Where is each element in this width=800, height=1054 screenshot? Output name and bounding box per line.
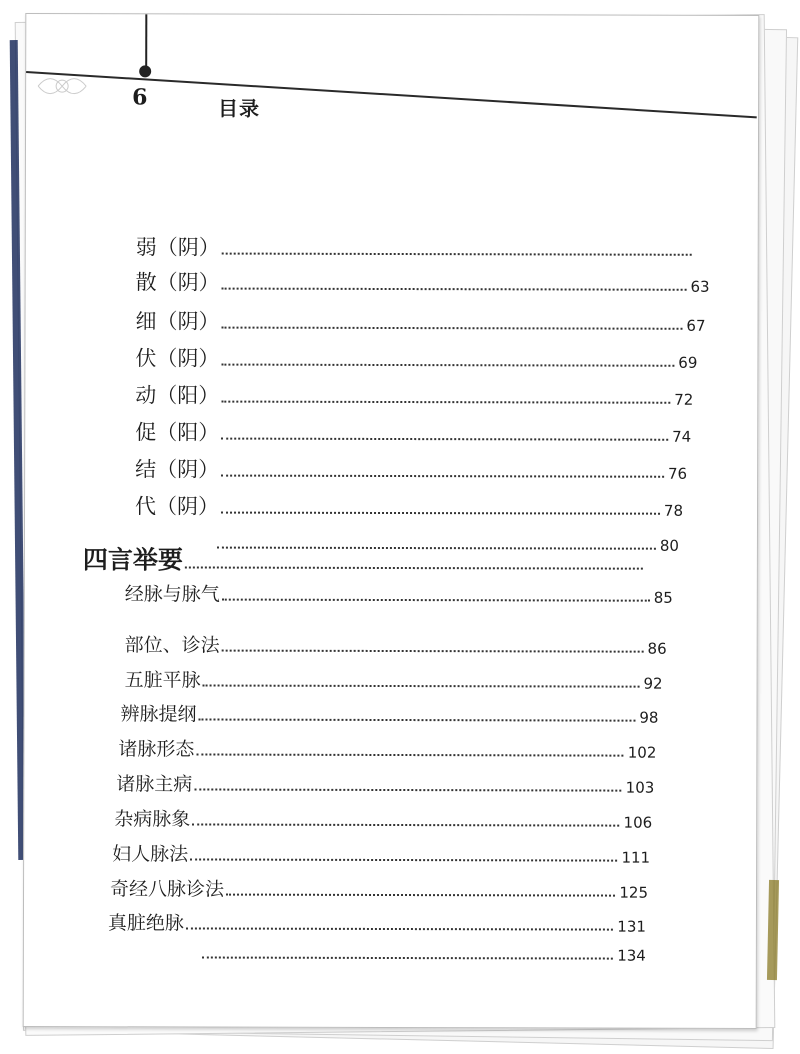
toc-page-number: 106: [623, 813, 653, 832]
toc-page: [23, 13, 760, 1029]
toc-entry-label: 结（阴）: [135, 457, 220, 482]
toc-entry-label: 经脉与脉气: [124, 583, 220, 606]
toc-page-number: 111: [621, 848, 651, 867]
toc-entry-label: 散（阴）: [135, 270, 220, 295]
dot-leader: [221, 512, 660, 515]
floral-ornament-icon: [32, 72, 92, 100]
toc-entry-label: 细（阴）: [135, 309, 220, 334]
dot-leader: [194, 788, 621, 791]
dot-leader: [222, 288, 687, 291]
toc-entry-label: 代（阴）: [135, 494, 220, 519]
toc-chapter-heading[interactable]: [83, 546, 647, 573]
dot-leader: [221, 401, 670, 404]
toc-page-number: 80: [659, 536, 679, 555]
dot-leader: [202, 957, 613, 960]
toc-page-number: 67: [686, 316, 706, 335]
toc-entry[interactable]: [125, 629, 667, 656]
toc-page-number: 76: [668, 464, 688, 483]
dot-leader: [203, 685, 640, 688]
toc-page-number: 72: [674, 390, 694, 409]
toc-page-number: 102: [627, 743, 657, 762]
toc-page-number: 98: [639, 708, 659, 727]
toc-page-number: 86: [647, 639, 667, 658]
dot-leader: [222, 327, 683, 330]
toc-entry-label: 五脏平脉: [124, 669, 201, 692]
toc-page-number: 103: [625, 778, 655, 797]
toc-entry[interactable]: [200, 937, 646, 964]
toc-entry-label: 伏（阴）: [135, 346, 220, 371]
toc-entry[interactable]: [135, 454, 687, 481]
toc-page-number: 78: [663, 501, 684, 520]
toc-entry-label: 动（阳）: [135, 383, 220, 408]
dot-leader: [221, 475, 664, 478]
header-dot: [139, 65, 151, 77]
dot-leader: [222, 599, 650, 602]
toc-entry-label: 奇经八脉诊法: [110, 878, 225, 901]
toc-entry[interactable]: [136, 267, 710, 295]
toc-page-number: 69: [678, 353, 698, 372]
dot-leader: [185, 566, 643, 569]
toc-entry[interactable]: [135, 491, 683, 518]
toc-entry-label: 部位、诊法: [124, 634, 220, 657]
toc-entry[interactable]: [120, 698, 658, 725]
toc-entry-label: 辨脉提纲: [120, 703, 197, 726]
dot-leader: [222, 650, 644, 653]
dot-leader: [190, 858, 617, 861]
toc-entry[interactable]: [108, 907, 646, 934]
toc-entry-label: 真脏绝脉: [107, 912, 184, 935]
dot-leader: [198, 718, 635, 721]
dot-leader: [196, 753, 623, 756]
dot-leader: [221, 364, 674, 367]
toc-page-number: 134: [617, 946, 646, 965]
dot-leader: [221, 438, 668, 441]
toc-entry[interactable]: [135, 343, 697, 370]
toc-entry[interactable]: [135, 380, 693, 407]
toc-chapter-label: 四言举要: [82, 545, 183, 575]
toc-entry[interactable]: [136, 232, 696, 259]
toc-page-number: 125: [619, 883, 649, 902]
toc-entry[interactable]: [112, 838, 650, 865]
toc-page-number: 92: [643, 674, 663, 693]
toc-page-number: 63: [690, 277, 710, 296]
toc-page-number: 131: [617, 917, 646, 936]
page-number: 6: [132, 84, 148, 111]
toc-entry-label: 妇人脉法: [112, 843, 189, 866]
dot-leader: [226, 894, 615, 897]
toc-entry-label: 弱（阴）: [135, 235, 220, 260]
toc-entry-label: 促（阳）: [135, 420, 220, 445]
page-title: 目录: [218, 96, 261, 121]
toc-entry[interactable]: [135, 306, 705, 333]
dot-leader: [192, 823, 619, 826]
toc-page-number: 74: [672, 427, 692, 446]
toc-entry-label: 诸脉形态: [118, 738, 195, 761]
toc-entry-label: 诸脉主病: [116, 773, 193, 796]
toc-entry-label: 杂病脉象: [114, 808, 191, 831]
header-vertical-rule: [145, 14, 147, 68]
cover-edge-gold: [767, 880, 779, 980]
toc-entry[interactable]: [116, 768, 654, 795]
toc-page-number: 85: [653, 588, 673, 607]
toc-entry[interactable]: [125, 578, 673, 605]
toc-entry[interactable]: [118, 733, 656, 760]
toc-entry[interactable]: [125, 664, 663, 691]
toc-entry[interactable]: [114, 803, 652, 830]
toc-entry[interactable]: [110, 873, 648, 900]
toc-entry[interactable]: [135, 417, 691, 444]
dot-leader: [222, 253, 692, 256]
dot-leader: [186, 927, 613, 930]
